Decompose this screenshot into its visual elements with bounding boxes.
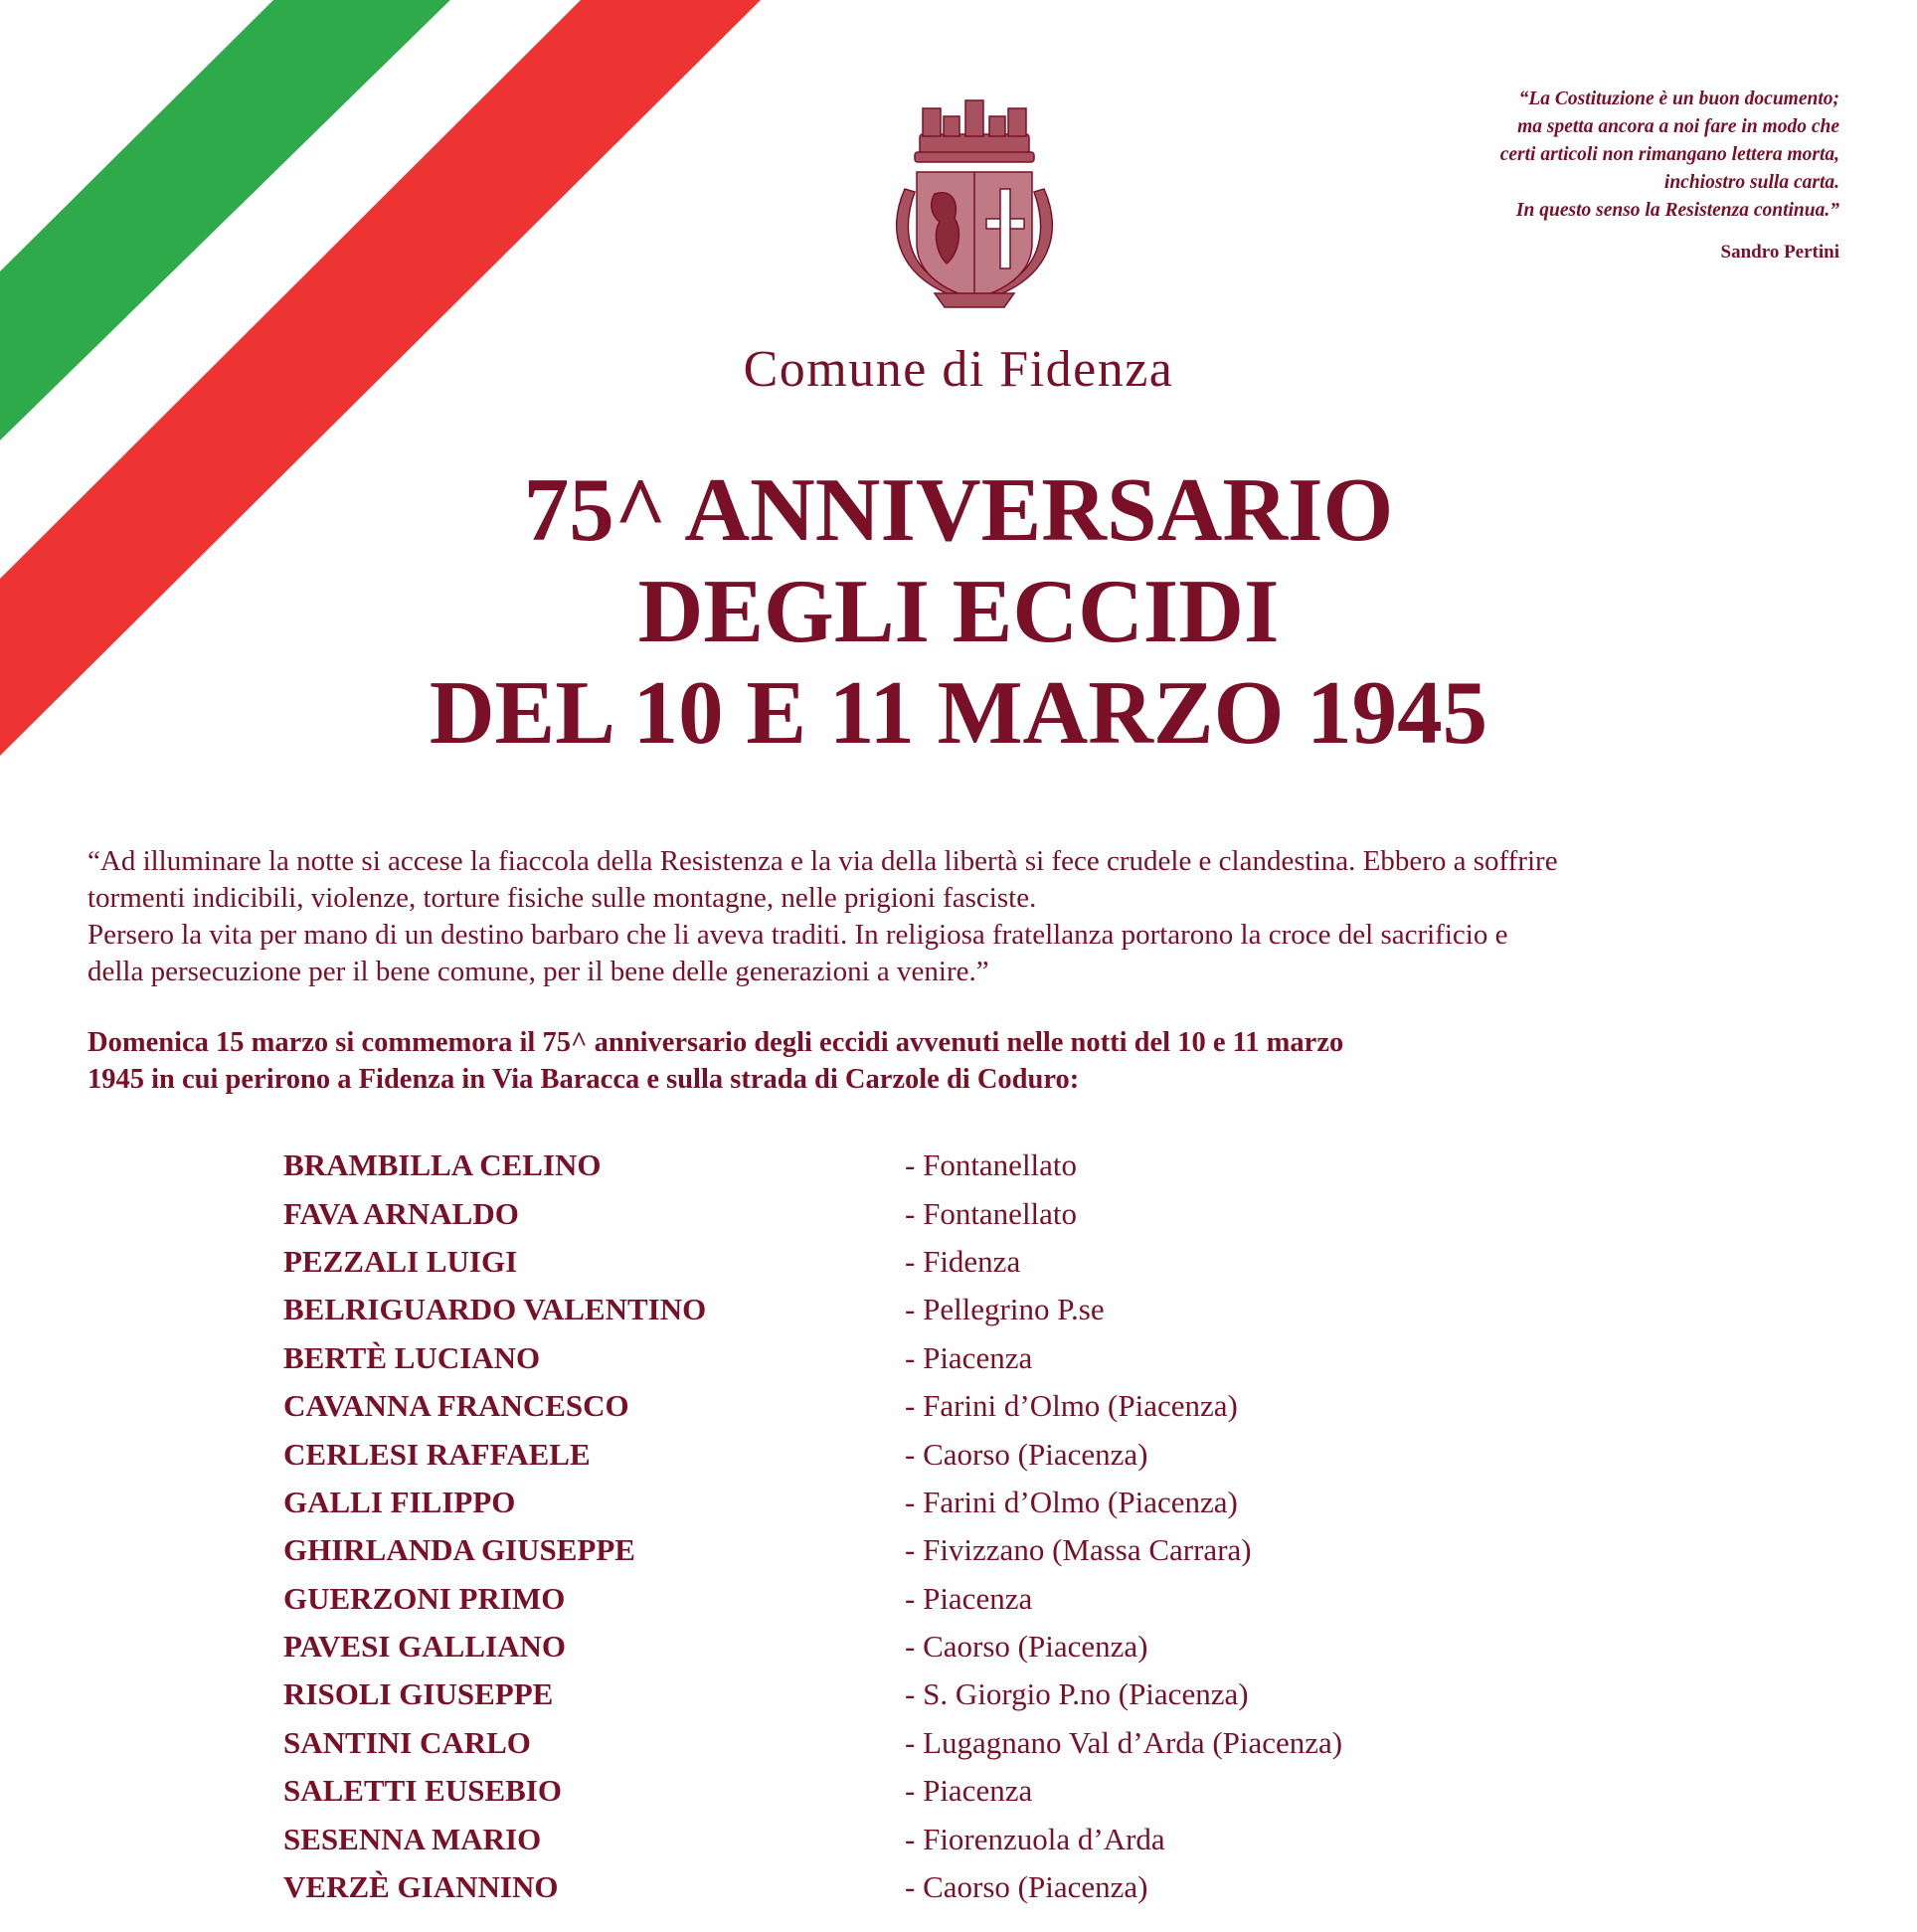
coat-of-arms-icon — [875, 94, 1074, 313]
victim-name: RISOLI GIUSEPPE — [283, 1676, 554, 1712]
victim-name: SALETTI EUSEBIO — [283, 1773, 562, 1809]
pertini-quote — [1203, 86, 1839, 266]
list-item — [283, 1815, 1675, 1862]
list-item — [283, 1670, 1675, 1718]
list-item — [283, 1719, 1675, 1767]
quote-line: certi articoli non rimangano lettera morta, — [1499, 144, 1839, 165]
quote-line: “La Costituzione è un buon documento; — [1518, 88, 1839, 109]
victim-origin: - Fivizzano (Massa Carrara) — [905, 1532, 1252, 1568]
epigraph-line: “Ad illuminare la notte si accese la fiaccola della Resistenza e la via della libertà si fece crudele e clandestina. Ebbero a soffrire — [87, 845, 1558, 877]
list-item — [283, 1334, 1675, 1382]
list-item — [283, 1767, 1675, 1815]
victim-name: SESENNA MARIO — [283, 1821, 542, 1856]
list-item — [283, 1238, 1675, 1286]
quote-line: In questo senso la Resistenza continua.” — [1515, 200, 1839, 221]
victim-origin: - Caorso (Piacenza) — [905, 1869, 1148, 1905]
list-item — [283, 1575, 1675, 1623]
quote-line: ma spetta ancora a noi fare in modo che — [1517, 116, 1839, 137]
list-item — [283, 1430, 1675, 1478]
epigraph-line: Persero la vita per mano di un destino barbaro che li aveva traditi. In religiosa fratellanza portarono la croce del sacrificio e — [87, 919, 1508, 951]
victim-name: GHIRLANDA GIUSEPPE — [283, 1532, 635, 1568]
list-item — [283, 1142, 1675, 1189]
victim-origin: - Caorso (Piacenza) — [905, 1629, 1148, 1665]
victim-origin: - Fontanellato — [905, 1195, 1078, 1231]
victim-origin: - Fidenza — [905, 1243, 1021, 1279]
victim-origin: - Farini d’Olmo (Piacenza) — [905, 1484, 1238, 1519]
list-item — [283, 1382, 1675, 1430]
title-line: DEL 10 E 11 MARZO 1945 — [429, 662, 1488, 763]
victim-origin: - Piacenza — [905, 1773, 1033, 1809]
quote-line: inchiostro sulla carta. — [1663, 172, 1839, 193]
victim-name: GALLI FILIPPO — [283, 1484, 516, 1519]
victim-name: BELRIGUARDO VALENTINO — [283, 1292, 707, 1327]
list-item — [283, 1623, 1675, 1670]
victim-origin: - Caorso (Piacenza) — [905, 1436, 1148, 1472]
victim-name: FAVA ARNALDO — [283, 1195, 519, 1231]
list-item — [283, 1189, 1675, 1237]
epigraph-line: tormenti indicibili, violenze, torture fisiche sulle montagne, nelle prigioni fasciste. — [87, 882, 1037, 914]
title-line: 75^ ANNIVERSARIO — [523, 459, 1394, 560]
victim-name: CAVANNA FRANCESCO — [283, 1388, 629, 1424]
victim-origin: - Pellegrino P.se — [905, 1292, 1105, 1327]
victim-origin: - S. Giorgio P.no (Piacenza) — [905, 1676, 1249, 1712]
victim-origin: - Fontanellato — [905, 1147, 1078, 1183]
municipality-name: Comune di Fidenza — [743, 341, 1174, 398]
page-title — [0, 459, 1917, 764]
intro-line: 1945 in cui perirono a Fidenza in Via Baracca e sulla strada di Carzole di Coduro: — [87, 1064, 1080, 1095]
victim-name: BRAMBILLA CELINO — [283, 1147, 602, 1183]
commemoration-intro — [87, 1024, 1845, 1098]
victim-origin: - Piacenza — [905, 1580, 1033, 1616]
victim-name: PAVESI GALLIANO — [283, 1629, 566, 1665]
title-line: DEGLI ECCIDI — [637, 561, 1280, 661]
victim-name: CERLESI RAFFAELE — [283, 1436, 591, 1472]
quote-author: Sandro Pertini — [1720, 242, 1839, 263]
victim-origin: - Lugagnano Val d’Arda (Piacenza) — [905, 1724, 1343, 1760]
victim-origin: - Farini d’Olmo (Piacenza) — [905, 1388, 1238, 1424]
victim-name: BERTÈ LUCIANO — [283, 1339, 541, 1375]
victim-name: PEZZALI LUIGI — [283, 1243, 518, 1279]
victim-name: GUERZONI PRIMO — [283, 1580, 566, 1616]
epigraph-line: della persecuzione per il bene comune, per il bene delle generazioni a venire.” — [87, 956, 989, 987]
victim-origin: - Piacenza — [905, 1339, 1033, 1375]
list-item — [283, 1479, 1675, 1526]
list-item — [283, 1286, 1675, 1333]
victim-name: VERZÈ GIANNINO — [283, 1869, 559, 1905]
victim-name: SANTINI CARLO — [283, 1724, 531, 1760]
list-item — [283, 1526, 1675, 1574]
victim-origin: - Fiorenzuola d’Arda — [905, 1821, 1165, 1856]
list-item — [283, 1863, 1675, 1911]
epigraph-text — [87, 843, 1845, 990]
victims-list — [283, 1142, 1675, 1911]
intro-line: Domenica 15 marzo si commemora il 75^ anniversario degli eccidi avvenuti nelle notti del 10 e 11 marzo — [87, 1027, 1344, 1058]
